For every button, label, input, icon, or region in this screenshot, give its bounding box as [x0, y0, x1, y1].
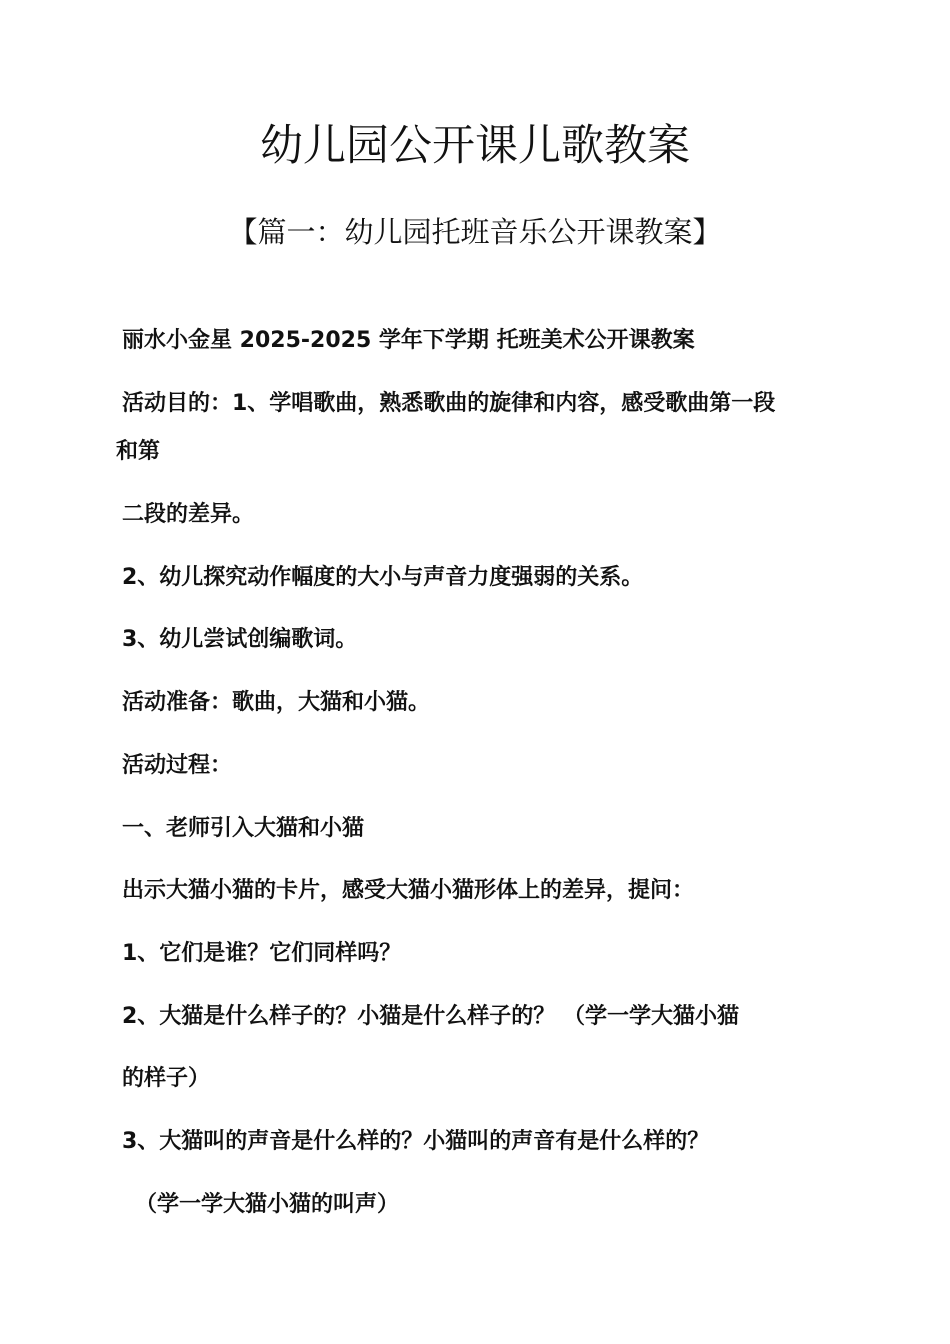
paragraph-school-heading: 丽水小金星 2025-2025 学年下学期 托班美术公开课教案 — [122, 328, 695, 353]
paragraph-objective-1-cont: 和第 — [116, 439, 161, 464]
paragraph-question-3: 3、大猫叫的声音是什么样的？小猫叫的声音有是什么样的？ — [122, 1129, 710, 1154]
paragraph-objective-3: 3、幼儿尝试创编歌词。 — [122, 627, 358, 652]
paragraph-step-one: 一、老师引入大猫和小猫 — [122, 816, 365, 841]
paragraph-objective-2: 2、幼儿探究动作幅度的大小与声音力度强弱的关系。 — [122, 565, 644, 590]
paragraph-question-2-cont: 的样子） — [122, 1066, 211, 1091]
section-heading: 【篇一：幼儿园托班音乐公开课教案】 — [228, 215, 722, 249]
paragraph-process-heading: 活动过程： — [122, 753, 233, 778]
paragraph-objective-1: 活动目的：1、学唱歌曲，熟悉歌曲的旋律和内容，感受歌曲第一段 — [122, 391, 776, 416]
paragraph-show-cards: 出示大猫小猫的卡片，感受大猫小猫形体上的差异，提问： — [122, 878, 695, 903]
paragraph-question-1: 1、它们是谁？它们同样吗？ — [122, 941, 402, 966]
paragraph-preparation: 活动准备：歌曲，大猫和小猫。 — [122, 690, 431, 715]
paragraph-question-3-cont: （学一学大猫小猫的叫声） — [135, 1192, 400, 1217]
page-title: 幼儿园公开课儿歌教案 — [260, 121, 690, 171]
paragraph-question-2: 2、大猫是什么样子的？小猫是什么样子的？ （学一学大猫小猫 — [122, 1004, 739, 1029]
paragraph-objective-1-end: 二段的差异。 — [122, 502, 255, 527]
